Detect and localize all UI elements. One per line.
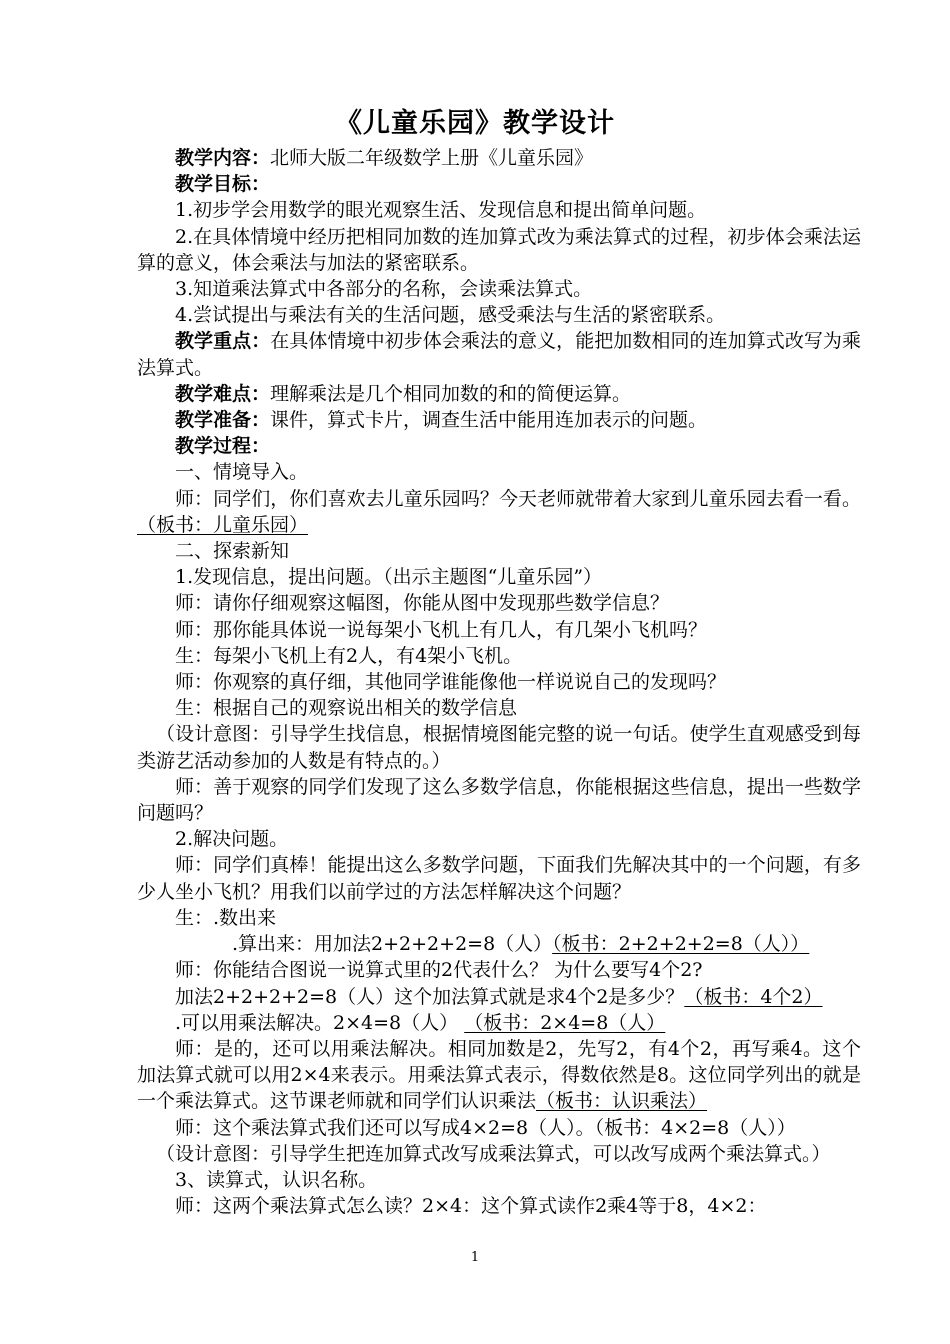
difficulty [137, 381, 861, 407]
subsection-heading: 2.解决问题。 [175, 828, 289, 851]
design-intent: （设计意图：引导学生找信息，根据情境图能完整的说一句话。使学生直观感受到每类游艺活动参加的人数是有特点的。） [137, 723, 861, 772]
paragraph-text: .可以用乘法解决。2×4=8（人） [175, 1011, 459, 1034]
paragraph [137, 931, 861, 957]
paragraph: 师：你能结合图说一说算式里的2代表什么？ 为什么要写4个2? [175, 959, 703, 982]
paragraph [137, 1036, 861, 1115]
process-label: 教学过程： [175, 435, 271, 458]
paragraph: 师：你观察的真仔细，其他同学谁能像他一样说说自己的发现吗？ [175, 671, 727, 694]
paragraph: 师：请你仔细观察这幅图，你能从图中发现那些数学信息？ [175, 592, 670, 615]
paragraph-text: 师：同学们，你们喜欢去儿童乐园吗？今天老师就带着大家到儿童乐园去看一看。 [175, 487, 861, 510]
objective-item: 4.尝试提出与乘法有关的生活问题，感受乘法与生活的紧密联系。 [175, 304, 726, 327]
document-title: 《儿童乐园》教学设计 [335, 108, 615, 139]
section-heading: 二、探索新知 [175, 540, 290, 563]
board-note: （板书：认识乘法） [536, 1090, 708, 1113]
paragraph: 师：善于观察的同学们发现了这么多数学信息，你能根据这些信息，提出一些数学问题吗？ [137, 775, 861, 825]
objective-item: 2.在具体情境中经历把相同加数的连加算式改为乘法算式的过程，初步体会乘法运算的意义，体会乘法与加法的紧密联系。 [137, 225, 861, 274]
paragraph: 师：那你能具体说一说每架小飞机上有几人，有几架小飞机吗？ [175, 618, 708, 641]
preparation-label: 教学准备： [175, 409, 271, 432]
board-note: （板书：4个2） [684, 985, 823, 1008]
paragraph: 生：每架小飞机上有2人，有4架小飞机。 [175, 644, 523, 667]
paragraph [137, 486, 861, 538]
teaching-objectives-label: 教学目标： [175, 173, 271, 196]
paragraph: 师：同学们真棒！能提出这么多数学问题，下面我们先解决其中的一个问题，有多少人坐小飞机？用我们以前学过的方法怎样解决这个问题？ [137, 854, 861, 903]
section-heading: 3、读算式，认识名称。 [175, 1168, 378, 1191]
teaching-content-label: 教学内容： [175, 147, 271, 169]
page-number: 1 [470, 1250, 480, 1265]
teaching-content-text: 北师大版二年级数学上册《儿童乐园》 [270, 147, 594, 169]
key-point-text: 在具体情境中初步体会乘法的意义，能把加数相同的连加算式改写为乘法算式。 [137, 330, 861, 379]
teaching-objectives-heading [137, 171, 861, 197]
paragraph: 生：.数出来 [175, 906, 277, 929]
objective-item: 3.知道乘法算式中各部分的名称，会读乘法算式。 [175, 278, 593, 301]
paragraph-text: .算出来：用加法2+2+2+2=8（人） [232, 933, 553, 956]
difficulty-text: 理解乘法是几个相同加数的和的简便运算。 [270, 382, 632, 405]
section-heading: 一、情境导入。 [175, 461, 309, 484]
process-heading [137, 433, 861, 459]
paragraph [137, 984, 861, 1010]
paragraph-text: 加法2+2+2+2=8（人）这个加法算式就是求4个2是多少？ [175, 985, 685, 1008]
paragraph: 生：根据自己的观察说出相关的数学信息 [175, 697, 518, 720]
key-point [137, 328, 861, 380]
document-body [137, 145, 861, 1219]
difficulty-label: 教学难点： [175, 382, 271, 405]
board-note: （板书：儿童乐园） [137, 513, 309, 536]
board-note: （板书：2×4=8（人） [464, 1011, 666, 1034]
paragraph [137, 1010, 861, 1036]
paragraph: 1.发现信息，提出问题。（出示主题图“儿童乐园”） [175, 566, 603, 589]
board-note: （板书：2+2+2+2=8（人）） [552, 933, 810, 956]
design-intent: （设计意图：引导学生把连加算式改写成乘法算式，可以改写成两个乘法算式。） [156, 1142, 831, 1165]
paragraph-text: 师：是的，还可以用乘法解决。相同加数是2，先写2，有4个2，再写乘4。这个加法算式就可以用2×4来表示。用乘法算式表示，得数依然是8。这位同学列出的就是一个乘法算式。这节课老师就和同学们认识乘法 [137, 1037, 861, 1113]
key-point-label: 教学重点： [175, 330, 271, 353]
paragraph: 师：这个乘法算式我们还可以写成4×2=8（人）。（板书：4×2=8（人）） [175, 1116, 796, 1139]
teaching-content [137, 145, 861, 171]
preparation [137, 407, 861, 433]
preparation-text: 课件，算式卡片，调查生活中能用连加表示的问题。 [270, 409, 708, 432]
objective-item: 1.初步学会用数学的眼光观察生活、发现信息和提出简单问题。 [175, 199, 707, 222]
paragraph: 师：这两个乘法算式怎么读？2×4：这个算式读作2乘4等于8，4×2： [175, 1195, 767, 1218]
